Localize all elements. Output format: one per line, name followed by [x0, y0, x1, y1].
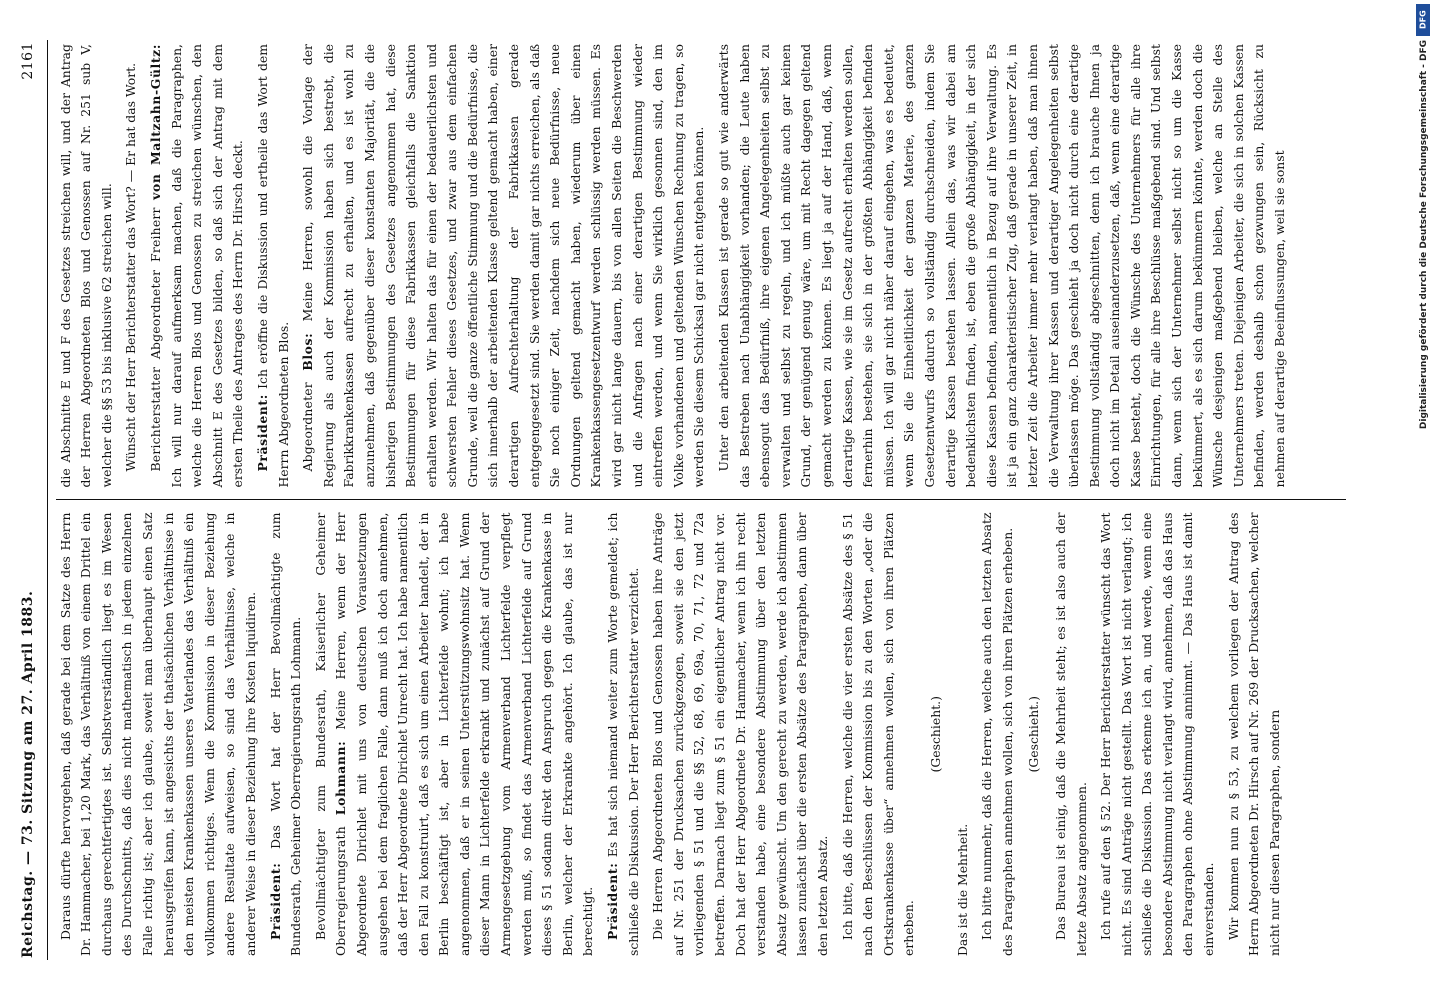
paragraph-text: Meine Herren, wenn der Herr Abgeordnete Dirichlet mit uns von deutschen Vorausetzungen ausgehen bei dem fraglichen Falle, dann muß ich doch annehmen, daß der Herr Abgeordnete Dirichlet Unrecht hat. Ich habe namentlich den Fall zu konstruirt, daß es sich um einen Arbeiter handelt, der in Berlin beschäftigt ist, aber in Lichterfelde wohnt; ich habe angenommen, daß er in seinen Unterstützungswohnsitz hat. Wenn dieser Mann in Lichterfelde erkrankt und zunächst auf Grund der Armengesetzgebung vom Armenverband Lichterfelde verpflegt werden muß, so findet das Armenverband Lichterfelde auf Grund dieses § 51 sodann direkt den Anspruch gegen die Krankenkasse in Berlin, welcher der Erkrankte angehört. Ich glaube, das ist nur berechtigt. [333, 512, 596, 956]
paragraph: Wir kommen nun zu § 53, zu welchem vorliegen der Antrag des Herrn Abgeordneten Dr. Hirsch auf Nr. 269 der Drucksachen, welcher nicht nur diesen Paragraphen, sondern [1225, 512, 1282, 956]
digitization-note: Digitalisierung gefördert durch die Deutsche Forschungsgemeinschaft - DFG [1419, 40, 1429, 430]
paragraph [253, 44, 294, 488]
paragraph-text: Meine Herren, sowohl die Vorlage der Regierung als auch der Kommission haben sich bestrebt, die Fabrikkrankenkassen aufrecht zu erhalten, und es ist wohl zu anzunehmen, daß gegenüber dieser konstanten Majorität, die die bisherigen Bestimmungen des Gesetzes angenommen hat, diese Bestimmungen für diese Fabrikkassen gleichfalls die Sanktion erhalten werden. Wir halten das für einen der bedauerlichsten und schwersten Fehler dieses Gesetzes, und zwar aus dem einfachen Grunde, weil die ganze öffentliche Stimmung und die Bedürfnisse, die sich innerhalb der arbeitenden Klasse geltend gemacht haben, einer derartigen Aufrechterhaltung der Fabrikkassen gerade entgegengesetzt sind. Sie werden damit gar nichts erreichen, als daß Sie noch einiger Zeit, nachdem sich neue Bedürfnisse, neue Ordnungen geltend gemacht haben, wiederum über einen Krankenkassengesetzentwurf werden schlüssig werden müssen. Es wird gar nicht lange dauern, bis von allen Seiten die Beschwerden und die Anfragen nach einer derartigen Bestimmung wieder eintreffen werden, und wenn Sie wirklich gesonnen sind, den im Volke vorhandenen und geltenden Wünschen Rechnung zu tragen, so werden Sie diesem Schicksal gar nicht entgehen können. [300, 44, 707, 488]
paragraph: Ich rufe auf den § 52. Der Herr Berichterstatter wünscht das Wort nicht. Es sind Anträge nicht gestellt. Das Wort ist nicht verlangt; ich schließe die Diskussion. Das erkenne ich an, und werde, wenn eine besondere Abstimmung nicht verlangt wird, annehmen, daß das Haus den Paragraphen ohne Abstimmung annimmt. — Das Haus ist damit einverstanden. [1098, 512, 1217, 956]
speaker-role: Berichterstatter Abgeordneter Freiherr [147, 207, 163, 472]
speaker-name: Präsident: [254, 394, 270, 472]
paragraph [603, 513, 644, 957]
paragraph-text: Das Wort hat der Herr Bevollmächtigte zum Bundesrath, Geheimer Oberregierungsrath Lohmann. [267, 512, 304, 956]
paragraph-text: Ich will nur darauf aufmerksam machen, daß die Paragraphen, welche die Herren Blos und Genossen zu streichen wünschen, den Abschnitt E des Gesetzes bilden, so daß sich der Antrag mit dem ersten Theile des Antrages des Herrn Dr. Hirsch deckt. [168, 44, 246, 488]
paragraph: Wünscht der Herr Berichterstatter das Wort? — Er hat das Wort. [123, 62, 139, 472]
running-head: Reichstag. — 73. Sitzung am 27. April 1883. [20, 590, 36, 958]
speaker-name: Präsident: [605, 862, 621, 940]
paragraph: Die Herren Abgeordneten Blos und Genossen haben ihre Anträge auf Nr. 251 der Drucksachen zurückgezogen, soweit sie den jetzt vorliegenden § 51 und die §§ 52, 68, 69, 69a, 70, 71, 72 und 72a betreffen. Darnach liegt zum § 51 ein eigentlicher Antrag nicht vor. Doch hat der Herr Abgeordnete Dr. Hammacher, wenn ich ihn recht verstanden habe, eine besondere Abstimmung über den letzten Absatz gewünscht. Um den gerecht zu werden, werde ich abstimmen lassen zunächst über die ersten Absätze des Paragraphen, dann über den letzten Absatz. [650, 512, 830, 956]
paragraph: Das ist die Mehrheit. [954, 823, 970, 956]
speaker-name: Lohmann: [333, 740, 349, 816]
paragraph: die Abschnitte E und F des Gesetzes streichen will, und der Antrag der Herren Abgeordneten Blos und Genossen auf Nr. 251 sub V, welcher die §§ 53 bis inklusive 62 streichen will. [57, 44, 114, 488]
page-header [18, 40, 48, 960]
speaker-role: Bevollmächtigter zum Bundesrath, Kaiserlicher Geheimer Oberregierungsrath [312, 512, 349, 956]
dfg-logo: DFG [1416, 4, 1430, 36]
column-left [56, 500, 1346, 961]
paragraph: Unter den arbeitenden Klassen ist gerade so gut wie anderwärts das Bestreben nach Unabhängigkeit vorhanden; die Leute haben ebensogut das Bedürfniß, ihre eigenen Angelegenheiten selbst zu verwalten und selbst zu regeln, und ich müßte auch gar keinen Grund, der genügend genug wäre, um mit Recht dagegen geltend gemacht werden zu können. Es liegt ja auf der Hand, daß, wenn derartige Kassen, wie sie im Gesetz aufrecht erhalten werden sollen, fernerhin bestehen, sie sich in der größten Abhängigkeit befinden müssen. Ich will gar nicht näher darauf eingehen, was es bedeutet, wenn Sie die Einheitlichkeit der ganzen Materie, des ganzen Gesetzentwurfs dadurch so vollständig durchschneiden, indem Sie derartige Kassen bestehen lassen. Allein das, was wir dabei am bedenklichsten finden, ist, eben die große Abhängigkeit, in der sich diese Kassen befinden, namentlich in Bezug auf ihre Verwaltung. Es ist ja ein ganz charakteristischer Zug, daß gerade in unserer Zeit, in letzter Zeit die Arbeiter immer mehr verlangt haben, daß man ihnen die Verwaltung ihrer Kassen und derartiger Angelegenheiten selbst überlassen möge. Das geschieht ja doch nicht durch eine derartige Bestimmung vollständig abgeschnitten, denn ich brauche Ihnen ja doch nicht im Detail auseinanderzusetzen, daß, wenn eine derartige Kasse besteht, doch die Wünsche des Unternehmers für alle ihre Einrichtungen, für alle ihre Beschlüsse maßgebend sind. Und selbst dann, wenn sich der Unternehmer selbst nicht so um die Kasse bekümmert, als es sich darum bekümmern könnte, werden doch die Wünsche desjenigen maßgebend bleiben, welche an Stelle des Unternehmers treten. Diejenigen Arbeiter, die sich in solchen Kassen befinden, werden deshalb schon gezwungen sein, Rücksicht zu nehmen auf derartige Beeinflussungen, weil sie sonst [716, 44, 1288, 488]
column-right [56, 40, 1346, 500]
stage-direction: (Geschieht.) [1026, 696, 1042, 773]
paragraph [311, 513, 599, 957]
page-number: 2161 [20, 42, 36, 80]
paragraph: Ich bitte, daß die Herren, welche die vier ersten Absätze des § 51 nach den Beschlüssen der Kommission bis zu den Worten „oder die Ortskrankenkasse über“ annehmen wollen, sich von ihren Plätzen erheben. [839, 512, 917, 956]
paragraph: Das Bureau ist einig, daß die Mehrheit steht; es ist also auch der letzte Absatz angenommen. [1052, 512, 1089, 956]
stage-direction: (Geschieht.) [927, 696, 943, 773]
speaker-role: Abgeordneter [300, 382, 316, 472]
digitization-credit [1414, 0, 1432, 1000]
paragraph-text: Ich eröffne die Diskussion und ertheile das Wort dem Herrn Abgeordneten Blos. [254, 44, 291, 488]
speaker-name: Präsident: [267, 862, 283, 940]
paragraph: Daraus dürfte hervorgehen, daß gerade bei dem Satze des Herrn Dr. Hammacher, bei 1,20 Mark, das Verhältniß von einem Drittel ein durchaus gerechtfertigtes ist. Selbstverständlich liegt es im Wesen des Durchschnitts, daß dies nicht mathematisch in jedem einzelnen Falle richtig ist; aber ich glaube, soweit man überhaupt einen Satz herausgreifen kann, ist angesichts der thatsächlichen Verhältnisse in den meisten Krankenkassen unseres Vaterlandes das Verhältniß ein vollkommen richtiges. Wenn die Kommission in dieser Beziehung andere Resultate aufweisen, so sind das Verhältnisse, welche in anderer Weise in dieser Beziehung ihre Kosten liquidiren. [57, 512, 258, 956]
paragraph [146, 44, 249, 488]
paragraph [266, 513, 307, 957]
paragraph [298, 44, 710, 488]
text-columns [56, 40, 1346, 960]
speaker-name: Blos: [300, 332, 316, 371]
speaker-name: von Maltzahn-Gültz: [147, 44, 163, 200]
paragraph: Ich bitte nunmehr, daß die Herren, welche auch den letzten Absatz des Paragraphen annehmen wollen, sich von ihren Plätzen erheben. [979, 512, 1015, 956]
paragraph-text: Es hat sich niemand weiter zum Worte gemeldet; ich schließe die Diskussion. Der Herr Berichterstatter verzichtet. [605, 512, 641, 956]
